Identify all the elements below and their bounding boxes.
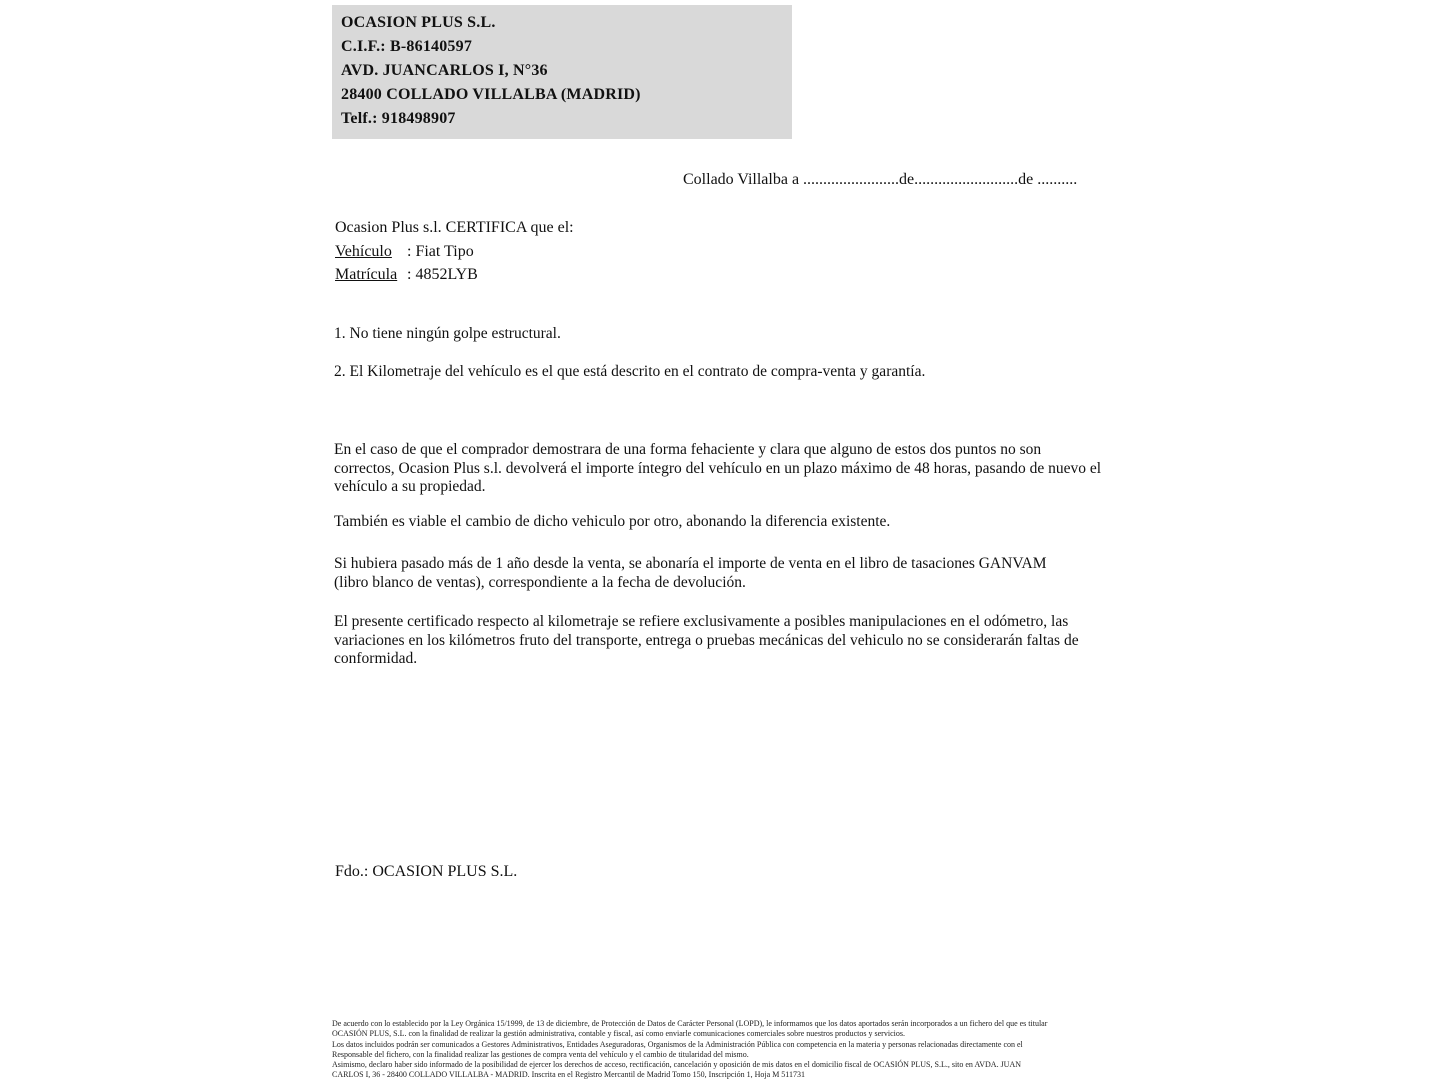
vehicle-label: Vehículo — [335, 242, 392, 260]
legal-footer-line: Responsable del fichero, con la finalidad realizar las gestiones de compra venta del vehículo y el cambio de titularidad del mismo. — [332, 1049, 749, 1059]
date-line: Collado Villalba a ........................de..........................de .......... — [683, 171, 1078, 188]
signature-line: Fdo.: OCASION PLUS S.L. — [335, 863, 518, 880]
legal-footer — [332, 1019, 1112, 1081]
plate-label: Matrícula — [335, 266, 398, 283]
company-city: 28400 COLLADO VILLALBA (MADRID) — [341, 86, 641, 103]
company-phone: Telf.: 918498907 — [341, 110, 456, 127]
plate-row — [335, 263, 574, 287]
certification-block — [335, 216, 574, 287]
paragraph-ganvam: Si hubiera pasado más de 1 año desde la venta, se abonaría el importe de venta en el libro de tasaciones GANVAM (libro blanco de ventas), correspondiente a la fecha de devolución. — [334, 555, 1047, 591]
legal-footer-line: Asimismo, declaro haber sido informado de la posibilidad de ejercer los derechos de acceso, rectificación, cancelación y oposición de mis datos en el domicilio fiscal de OCASIÓN PLUS, S.L., sito en AVDA. JUAN — [332, 1060, 1022, 1070]
legal-footer-line: CARLOS I, 36 - 28400 COLLADO VILLALBA - MADRID. Inscrita en el Registro Mercantil de Madrid Tomo 150, Inscripción 1, Hoja M 511731 — [332, 1070, 806, 1080]
legal-footer-line: Los datos incluidos podrán ser comunicados a Gestores Administrativos, Entidades Aseguradoras, Organismos de la Administración Pública con competencia en la materia y personas relacionadas directamente con el — [332, 1039, 1023, 1049]
plate-value: : 4852LYB — [407, 266, 478, 283]
certifica-intro: Ocasion Plus s.l. CERTIFICA que el: — [335, 219, 574, 236]
vehicle-row — [335, 240, 574, 264]
legal-footer-line: De acuerdo con lo establecido por la Ley Orgánica 15/1999, de 13 de diciembre, de Protección de Datos de Carácter Personal (LOPD), le informamos que los datos aportados serán incorporados a un fichero del que es titular — [332, 1019, 1048, 1028]
paragraph-exchange: También es viable el cambio de dicho vehiculo por otro, abonando la diferencia existente. — [334, 513, 891, 530]
paragraph-odometer: El presente certificado respecto al kilometraje se refiere exclusivamente a posibles manipulaciones en el odómetro, las variaciones en los kilómetros fruto del transporte, entrega o pruebas mecánicas del vehiculo no se considerarán faltas de conformidad. — [334, 613, 1079, 667]
legal-footer-line: OCASIÓN PLUS, S.L. con la finalidad de realizar la gestión administrativa, contable y fiscal, así como enviarle comunicaciones comerciales sobre nuestros productos y servicios. — [332, 1029, 905, 1039]
vehicle-value: : Fiat Tipo — [407, 242, 474, 260]
company-header-box — [332, 5, 792, 139]
paragraph-refund: En el caso de que el comprador demostrara de una forma fehaciente y clara que alguno de estos dos puntos no son correctos, Ocasion Plus s.l. devolverá el importe íntegro del vehículo en un plazo máximo de 48 horas, pasando de nuevo el vehículo a su propiedad. — [334, 441, 1102, 495]
company-cif: C.I.F.: B-86140597 — [341, 38, 473, 55]
company-address: AVD. JUANCARLOS I, N°36 — [341, 62, 548, 79]
statement-1: 1. No tiene ningún golpe estructural. — [334, 325, 561, 342]
statement-2: 2. El Kilometraje del vehículo es el que está descrito en el contrato de compra-venta y garantía. — [334, 363, 926, 380]
company-name: OCASION PLUS S.L. — [341, 14, 496, 31]
